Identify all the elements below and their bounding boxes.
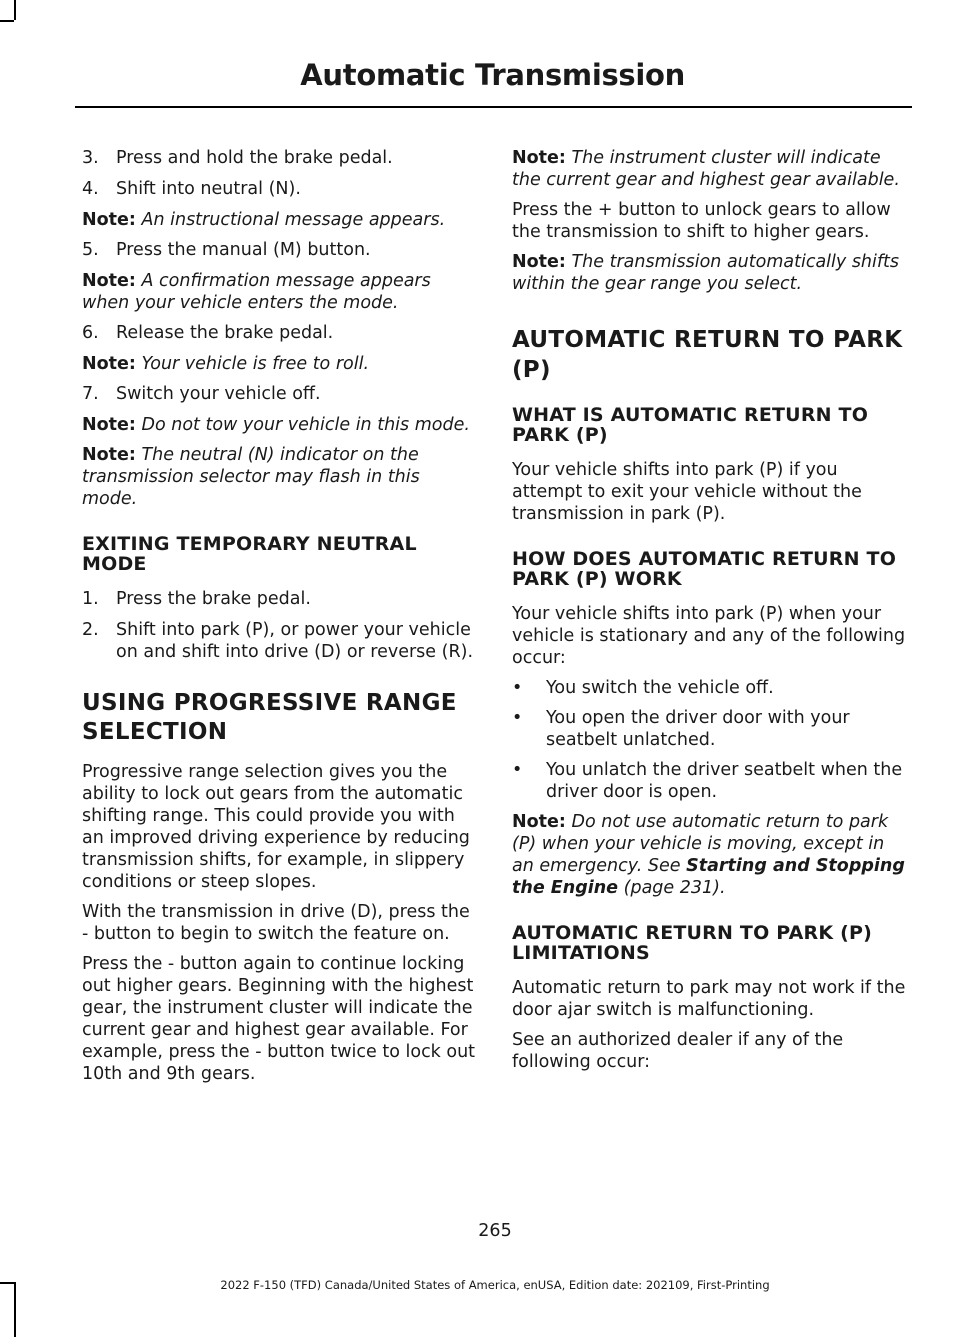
header-divider (75, 106, 912, 108)
heading-exiting-temporary-neutral: EXITING TEMPORARY NEUTRAL MODE (82, 533, 417, 575)
heading-automatic-return-to-park: AUTOMATIC RETURN TO PARK (P) (512, 327, 903, 383)
step-3: 3. Press and hold the brake pedal. (82, 148, 393, 168)
list-item: • You unlatch the driver seatbelt when the driver door is open. (512, 760, 903, 802)
note-neutral-indicator: Note: The neutral (N) indicator on the transmission selector may flash in this mode. (82, 445, 420, 509)
footer-edition-info: 2022 F-150 (TFD) Canada/United States of America, enUSA, Edition date: 202109, First-Printing (220, 1278, 770, 1292)
paragraph-how-arp-works: Your vehicle shifts into park (P) when your vehicle is stationary and any of the following occur: (512, 604, 906, 668)
right-column (512, 147, 907, 1081)
paragraph-prs-intro: Progressive range selection gives you the ability to lock out gears from the automatic shifting range. This could provide you with an improved driving experience by reducing transmission shifts, for example, in slippery conditions or steep slopes. (82, 762, 470, 892)
page-number: 265 (478, 1221, 512, 1241)
crop-mark (0, 20, 14, 22)
note-do-not-use-arp: Note: Do not use automatic return to park (P) when your vehicle is moving, except in an emergency. See Starting and Stopping the Engine (page 231). (512, 812, 905, 898)
heading-what-is-arp: WHAT IS AUTOMATIC RETURN TO PARK (P) (512, 404, 869, 446)
note-instructional-message: Note: An instructional message appears. (82, 210, 446, 230)
paragraph-prs-enable: With the transmission in drive (D), press the - button to begin to switch the feature on. (82, 902, 470, 944)
heading-how-arp-works: HOW DOES AUTOMATIC RETURN TO PARK (P) WORK (512, 548, 897, 590)
note-instrument-cluster: Note: The instrument cluster will indicate the current gear and highest gear available. (512, 148, 900, 190)
step-7: 7. Switch your vehicle off. (82, 384, 321, 404)
page-header-title: Automatic Transmission (300, 58, 685, 92)
list-item: • You open the driver door with your seatbelt unlatched. (512, 708, 850, 750)
crop-mark (14, 0, 16, 20)
step-4: 4. Shift into neutral (N). (82, 179, 301, 199)
left-column (82, 147, 477, 1093)
note-gear-range: Note: The transmission automatically shifts within the gear range you select. (512, 252, 900, 294)
cross-reference-link[interactable]: Starting and Stopping the Engine (512, 856, 905, 898)
exit-step-2: 2. Shift into park (P), or power your vehicle on and shift into drive (D) or reverse (R). (82, 620, 474, 662)
paragraph-prs-lockout: Press the - button again to continue locking out higher gears. Beginning with the highest gear, the instrument cluster will indicate the current gear and highest gear available. For example, press the - button twice to lock out 10th and 9th gears. (82, 954, 476, 1084)
exit-step-1: 1. Press the brake pedal. (82, 589, 311, 609)
note-confirmation-message: Note: A confirmation message appears when your vehicle enters the mode. (82, 271, 431, 313)
step-6: 6. Release the brake pedal. (82, 323, 334, 343)
paragraph-what-is-arp: Your vehicle shifts into park (P) if you attempt to exit your vehicle without the transmission in park (P). (512, 460, 862, 524)
note-do-not-tow: Note: Do not tow your vehicle in this mode. (82, 415, 470, 435)
heading-progressive-range-selection: USING PROGRESSIVE RANGE SELECTION (82, 690, 457, 745)
paragraph-plus-button: Press the + button to unlock gears to allow the transmission to shift to higher gears. (512, 200, 891, 242)
paragraph-limitations-switch: Automatic return to park may not work if the door ajar switch is malfunctioning. (512, 978, 906, 1020)
note-free-to-roll: Note: Your vehicle is free to roll. (82, 354, 370, 374)
paragraph-limitations-dealer: See an authorized dealer if any of the following occur: (512, 1030, 844, 1072)
step-5: 5. Press the manual (M) button. (82, 240, 371, 260)
heading-arp-limitations: AUTOMATIC RETURN TO PARK (P) LIMITATIONS (512, 922, 873, 964)
list-item: • You switch the vehicle off. (512, 678, 774, 698)
